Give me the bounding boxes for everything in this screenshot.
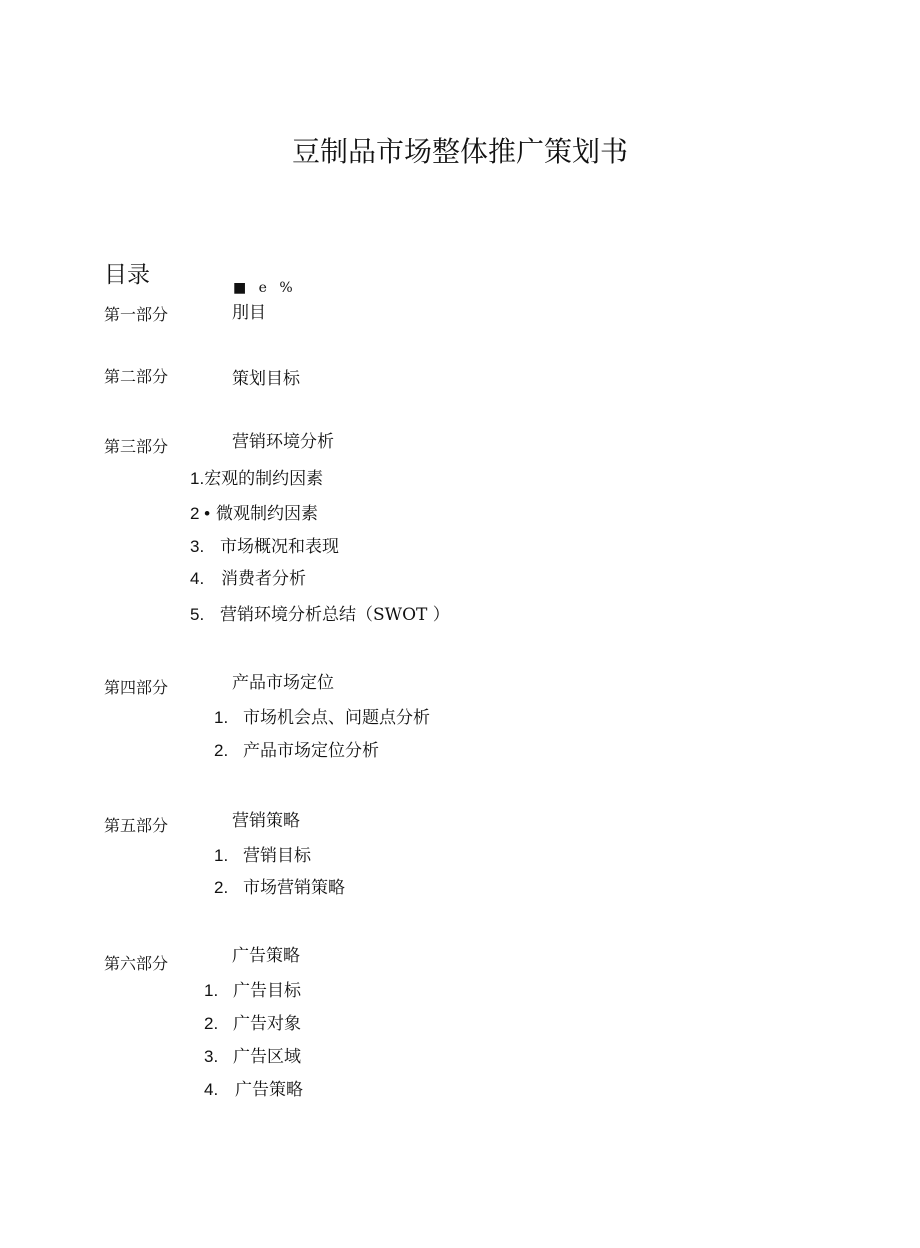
list-item (214, 736, 379, 761)
list-item (204, 1075, 303, 1100)
list-item-number: 4. (190, 569, 205, 588)
list-item (214, 873, 345, 898)
list-item-text: 广告目标 (233, 981, 301, 1001)
ocr-artifact-text: ■ e % (233, 280, 297, 296)
list-item-text: 市场概况和表现 (220, 537, 339, 557)
list-item-number: 2 • (190, 504, 211, 523)
list-item-number: 2. (204, 1014, 219, 1033)
list-item (190, 564, 306, 589)
list-item (204, 1042, 301, 1067)
list-item-text: 营销目标 (243, 846, 311, 866)
list-item-number: 3. (190, 537, 205, 556)
list-item (214, 703, 430, 728)
section-title-2: 策划目标 (232, 369, 300, 389)
list-item (204, 1009, 301, 1034)
list-item-number: 2. (214, 741, 229, 760)
part-label-6: 第六部分 (104, 954, 169, 973)
part-label-1: 第一部分 (104, 305, 169, 324)
list-item-number: 2. (214, 878, 229, 897)
list-item-number: 1. (204, 981, 219, 1000)
list-item-text: 产品市场定位分析 (243, 741, 379, 761)
section-title-6: 广告策略 (232, 946, 300, 966)
section-title-5: 营销策略 (232, 811, 300, 831)
part-label-2: 第二部分 (104, 367, 169, 386)
list-item (214, 841, 311, 866)
list-item (190, 532, 339, 557)
list-item-text: 广告区域 (233, 1047, 301, 1067)
list-item-number: 3. (204, 1047, 219, 1066)
list-item-text: 宏观的制约因素 (204, 469, 324, 489)
document-title: 豆制品市场整体推广策划书 (291, 135, 628, 168)
list-item-text: 市场机会点、问题点分析 (243, 708, 430, 728)
list-item-text: 营销环境分析总结（SWOT ） (220, 605, 450, 625)
section-title-1: 刖目 (232, 303, 266, 323)
section-title-4: 产品市场定位 (232, 673, 334, 693)
list-item (190, 600, 450, 625)
list-item-number: 1. (214, 846, 229, 865)
part-label-3: 第三部分 (104, 437, 169, 456)
list-item-text: 微观制约因素 (216, 504, 318, 524)
list-item-number: 1. (214, 708, 229, 727)
list-item (190, 464, 323, 489)
part-label-4: 第四部分 (104, 678, 169, 697)
list-item-number: 1. (190, 469, 205, 488)
toc-heading: 目录 (104, 262, 150, 288)
list-item (190, 499, 318, 524)
list-item-text: 市场营销策略 (243, 878, 345, 898)
section-title-3: 营销环境分析 (232, 432, 334, 452)
list-item-text: 广告对象 (233, 1014, 301, 1034)
list-item-text: 广告策略 (235, 1080, 303, 1100)
list-item-number: 4. (204, 1080, 219, 1099)
list-item-text: 消费者分析 (221, 569, 306, 589)
part-label-5: 第五部分 (104, 816, 169, 835)
list-item (204, 976, 301, 1001)
list-item-number: 5. (190, 605, 205, 624)
